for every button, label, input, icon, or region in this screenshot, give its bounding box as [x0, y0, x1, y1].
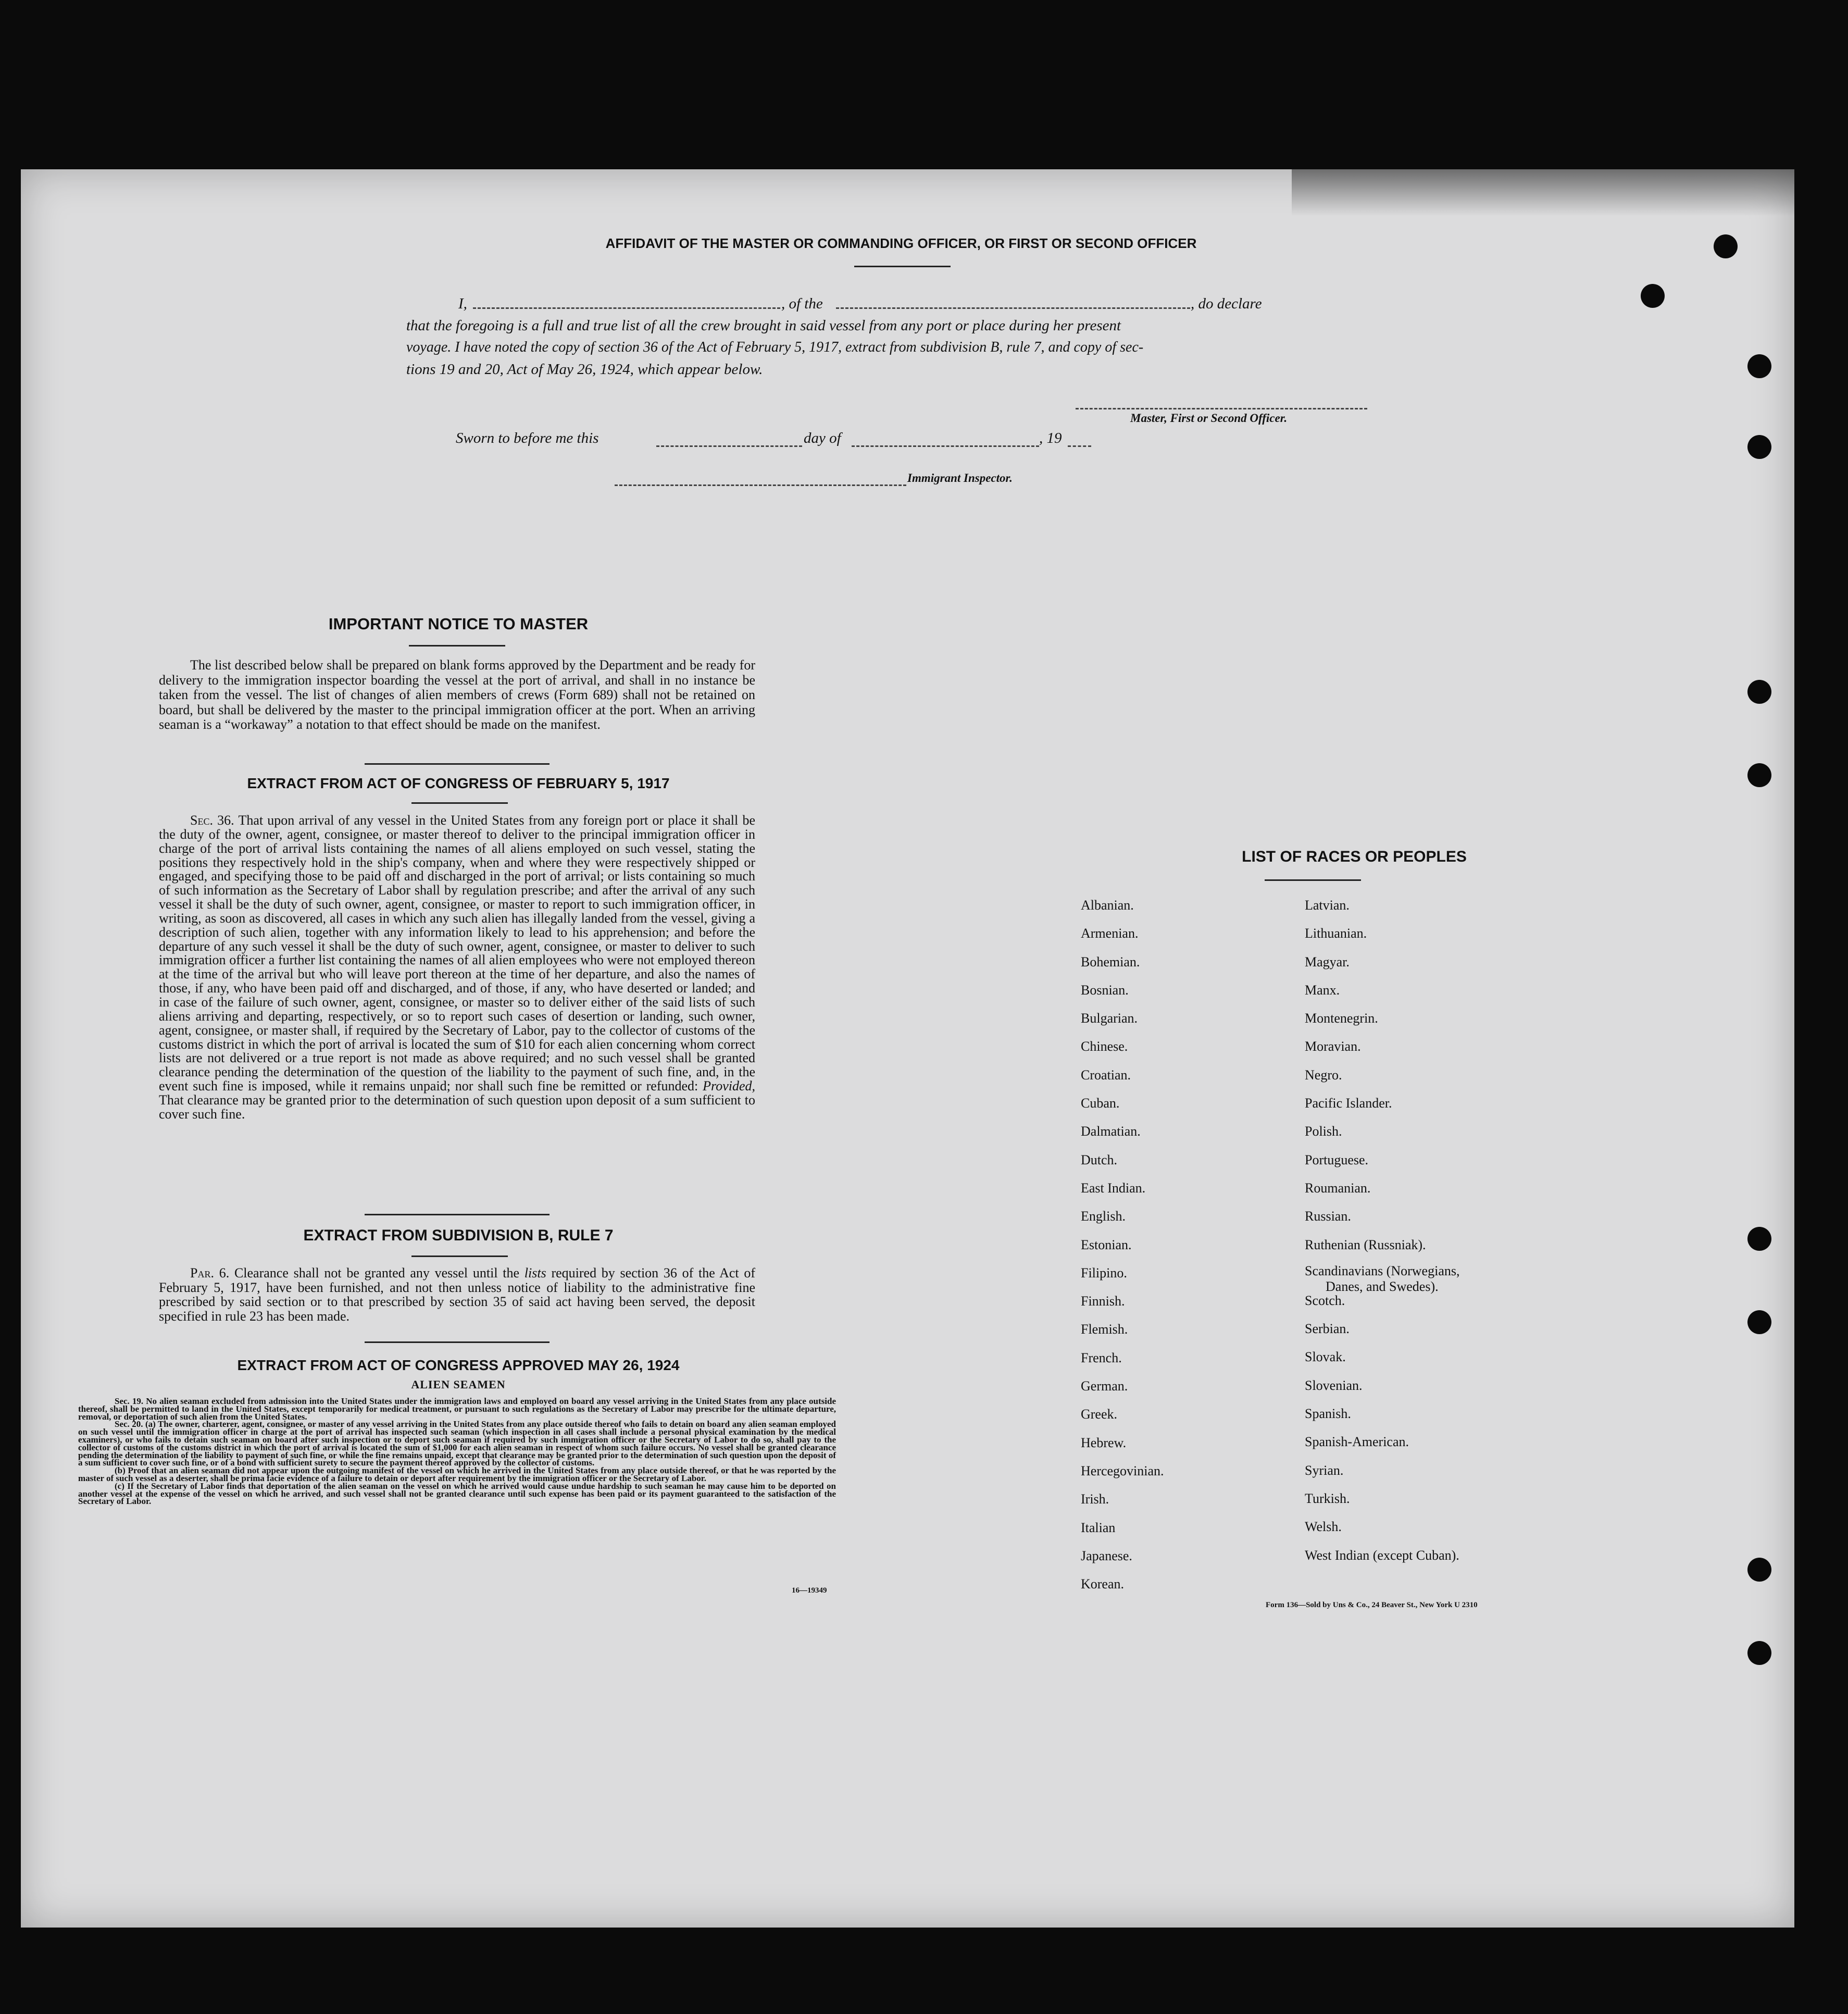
race-item: Albanian.	[1081, 898, 1134, 913]
extract-1917-title: EXTRACT FROM ACT OF CONGRESS OF FEBRUARY 5, 1917	[247, 775, 670, 791]
race-item: Korean.	[1081, 1576, 1125, 1592]
race-item: Irish.	[1081, 1491, 1109, 1507]
rule-7-body	[159, 1266, 755, 1323]
extract-1917-rule	[411, 802, 508, 804]
lists-word: lists	[524, 1265, 546, 1280]
race-item: Croatian.	[1081, 1067, 1131, 1083]
race-item: Portuguese.	[1305, 1152, 1369, 1167]
race-item: Dutch.	[1081, 1152, 1118, 1167]
races-rule	[1265, 879, 1361, 881]
race-item: West Indian (except Cuban).	[1305, 1547, 1459, 1563]
race-item: Manx.	[1305, 982, 1340, 998]
extract-1924-body	[78, 1398, 836, 1506]
race-item: Bosnian.	[1081, 982, 1129, 998]
par-6-text-b: required by section 36 of the Act of February 5, 1917, have been furnished, and not then unless notice of liability to the administrative fine prescribed by said section or to that prescribed by section 35 of said act having been served, the deposit specified in rule 23 has been made.	[159, 1265, 756, 1324]
race-item: Estonian.	[1081, 1237, 1132, 1252]
rule-7-title: EXTRACT FROM SUBDIVISION B, RULE 7	[303, 1227, 614, 1244]
race-item: Chinese.	[1081, 1039, 1128, 1054]
sworn-year-blank[interactable]	[1068, 445, 1091, 447]
race-item: Armenian.	[1081, 926, 1139, 941]
affidavit-line-4: tions 19 and 20, Act of May 26, 1924, which appear below.	[406, 361, 763, 378]
race-item: Turkish.	[1305, 1490, 1350, 1506]
race-item: Spanish.	[1305, 1406, 1351, 1422]
extract-1924-title: EXTRACT FROM ACT OF CONGRESS APPROVED MAY 26, 1924	[237, 1357, 680, 1373]
race-item: Lithuanian.	[1305, 926, 1367, 941]
rule-7-rule	[411, 1255, 508, 1257]
provided-label: Provided,	[703, 1078, 755, 1094]
notice-body: The list described below shall be prepared on blank forms approved by the Department and be ready for delivery to the immigration inspector boarding the vessel at the port of arrival, and shall in no instance be taken from the vessel. The list of changes of alien members of crews (Form 689) shall not be retained on board, but shall be delivered by the master to the principal immigration officer at the port. When an arriving seaman is a “workaway” a notation to that effect should be made on the manifest.	[159, 657, 755, 732]
affidavit-declare: , do declare	[1191, 295, 1262, 312]
race-item: Greek.	[1081, 1407, 1118, 1422]
extract-1917-end-rule	[365, 1214, 550, 1215]
punch-hole	[1641, 284, 1665, 308]
sworn-date-blank[interactable]	[656, 445, 802, 447]
race-item: Cuban.	[1081, 1096, 1120, 1111]
race-item: East Indian.	[1081, 1180, 1146, 1196]
race-item: Japanese.	[1081, 1548, 1132, 1563]
sec-20c-text: (c) If the Secretary of Labor finds that deportation of the alien seaman on the vessel on which he arrived would cause undue hardship to such seaman he may cause him to be deported on another vessel at the expense of the vessel on which he arrived, and such vessel shall not be granted clearance until such expense has been paid or its payment guaranteed to the satisfaction of the Secretary of Labor.	[78, 1481, 836, 1507]
race-item: Polish.	[1305, 1124, 1342, 1139]
sworn-month-blank[interactable]	[852, 445, 1039, 447]
race-item: Dalmatian.	[1081, 1124, 1141, 1139]
race-item: Russian.	[1305, 1209, 1351, 1224]
race-item: Negro.	[1305, 1067, 1342, 1083]
races-right-column	[1305, 891, 1459, 1570]
punch-hole	[1714, 234, 1738, 258]
race-item: Scandinavians (Norwegians,	[1305, 1263, 1460, 1278]
punch-hole	[1747, 1227, 1771, 1251]
race-item: Finnish.	[1081, 1294, 1125, 1309]
notice-title: IMPORTANT NOTICE TO MASTER	[328, 615, 589, 633]
form-credit: Form 136—Sold by Uns & Co., 24 Beaver St., New York U 2310	[1266, 1601, 1478, 1609]
race-item: French.	[1081, 1350, 1122, 1365]
race-item: Flemish.	[1081, 1322, 1128, 1337]
race-item: Scotch.	[1305, 1292, 1345, 1308]
page-edge-shadow	[1292, 169, 1794, 216]
signature-blank[interactable]	[1076, 408, 1367, 409]
punch-hole	[1747, 1310, 1771, 1334]
extract-1917-body	[159, 814, 755, 1122]
form-number: 16—19349	[792, 1586, 827, 1595]
race-item: Latvian.	[1305, 898, 1350, 913]
race-item: Pacific Islander.	[1305, 1096, 1392, 1111]
race-item: Serbian.	[1305, 1321, 1350, 1337]
race-item: Moravian.	[1305, 1039, 1361, 1054]
race-item: Danes, and Swedes).	[1326, 1278, 1439, 1294]
notice-end-rule	[365, 763, 550, 765]
race-item: Syrian.	[1305, 1462, 1344, 1478]
sec-36-label: Sec. 36.	[190, 813, 234, 828]
punch-hole	[1747, 680, 1771, 704]
sworn-line	[456, 430, 1133, 451]
race-item: Spanish-American.	[1305, 1434, 1409, 1450]
sec-19-text: Sec. 19. No alien seaman excluded from admission into the United States under the immigration laws and employed on board any vessel arriving in the United States from any place outside thereof, shall be permitted to land in the United States, except temporarily for medical treatment, or pursuant to such regulations as the Secretary of Labor may prescribe for the ultimate departure, removal, or deportation of such alien from the United States.	[78, 1396, 836, 1422]
affidavit-body	[406, 293, 1399, 380]
title-rule	[854, 266, 951, 267]
affidavit-declaration-line	[406, 293, 1399, 315]
name-blank[interactable]	[473, 307, 780, 309]
race-item: Bulgarian.	[1081, 1011, 1138, 1026]
race-item: Italian	[1081, 1520, 1116, 1535]
race-item: Hercegovinian.	[1081, 1463, 1164, 1478]
race-item: Slovenian.	[1305, 1377, 1363, 1393]
race-item: English.	[1081, 1209, 1126, 1224]
vessel-blank[interactable]	[836, 307, 1190, 309]
race-item: Welsh.	[1305, 1519, 1342, 1535]
notice-rule	[409, 645, 505, 647]
sec-20b-text: (b) Proof that an alien seaman did not appear upon the outgoing manifest of the vessel on which he arrived in the United States from any place outside thereof, or that he was reported by the master of such vessel as a deserter, shall be prima facie evidence of a failure to detain or deport after requirement by the immigration officer or the Secretary of Labor.	[78, 1465, 836, 1483]
par-6-text-a: Clearance shall not be granted any vessel until the	[234, 1265, 520, 1280]
affidavit-of-the: , of the	[781, 295, 823, 312]
punch-hole	[1747, 354, 1771, 378]
affidavit-line-2: that the foregoing is a full and true list of all the crew brought in said vessel from any port or place during her present	[406, 317, 1121, 334]
par-6-label: Par. 6.	[190, 1265, 230, 1280]
race-item: Roumanian.	[1305, 1180, 1371, 1196]
affidavit-i: I,	[458, 295, 467, 312]
race-item: Filipino.	[1081, 1265, 1127, 1280]
sec-36-end: That clearance may be granted prior to the determination of such question upon deposit of a sum sufficient to cover such fine.	[159, 1092, 755, 1122]
sec-36-text: That upon arrival of any vessel in the United States from any foreign port or place it shall be the duty of the owner, agent, consignee, or master thereof to deliver to the principal immigration officer in charge of the port of arrival lists containing the names of all aliens employed on such vessel, stating the positions they respectively hold in the ship's company, when and where they were respectively shipped or engaged, and specifying those to be paid off and discharged in the port of arrival; or lists containing so much of such information as the Secretary of Labor shall by regulation prescribe; and after the arrival of any such vessel it shall be the duty of such owner, agent, consignee, or master to report to such immigration officer, in writing, as soon as discovered, all cases in which any such alien has illegally landed from the vessel, giving a description of such alien, together with any information likely to lead to his apprehension; and before the departure of any such vessel it shall be the duty of such owner, agent, consignee, or master to deliver to such immigration officer a further list containing the names of all alien employees who were not employed thereon at the time of the arrival but who will leave port thereon at the time of her departure, and also the names of those, if any, who have been paid off and discharged, and of those, if any, who have deserted or landed; and in case of the failure of such owner, agent, consignee, or master so to deliver either of the said lists of such aliens arriving and departing, respectively, or so to report such cases of desertion or landing, such owner, agent, consignee, or master shall, if required by the Secretary of Labor, pay to the collector of customs of the customs district in which the port of arrival is located the sum of $10 for each alien concerning whom correct lists are not delivered or a true report is not made as above required; and no such vessel shall be granted clearance pending the determination of the question of the liability to the payment of such fine, and, in the event such fine is imposed, while it remains unpaid; nor shall such fine be remitted or refunded:	[159, 813, 755, 1094]
race-item: Slovak.	[1305, 1349, 1346, 1365]
punch-hole	[1747, 1641, 1771, 1665]
sec-20a-text: Sec. 20. (a) The owner, charterer, agent, consignee, or master of any vessel arriving in the United States from any place outside thereof who fails to detain on board any alien seaman employed on such vessel until the immigration officer in charge at the port of arrival has inspected such seaman (which inspection in all cases shall include a personal physical examination by the medical examiners), or who fails to detain such seaman on board after such inspection or to deport such seaman if required by such immigration officer or the Secretary of Labor to do so, shall pay to the collector of customs of the customs district in which the port of arrival is located the sum of $1,000 for each alien seaman in respect of whom such failure occurs. No vessel shall be granted clearance pending the determination of the liability to payment of such fine, or while the fine remains unpaid, except that clearance may be granted prior to the determination of such question upon the deposit of a sum sufficient to cover such fine, or of a bond with sufficient surety to secure the payment thereof approved by the collector of customs.	[78, 1419, 836, 1468]
punch-hole	[1747, 1558, 1771, 1582]
race-item: Ruthenian (Russniak).	[1305, 1237, 1426, 1252]
sworn-day: day of	[804, 430, 841, 446]
race-item: Magyar.	[1305, 954, 1350, 969]
race-item: Hebrew.	[1081, 1435, 1127, 1450]
affidavit-title: AFFIDAVIT OF THE MASTER OR COMMANDING OFFICER, OR FIRST OR SECOND OFFICER	[605, 235, 1197, 251]
inspector-label: Immigrant Inspector.	[907, 471, 1013, 484]
punch-hole	[1747, 435, 1771, 459]
alien-seamen-subtitle: ALIEN SEAMEN	[411, 1378, 506, 1391]
signature-label: Master, First or Second Officer.	[1130, 412, 1288, 425]
races-title: LIST OF RACES OR PEOPLES	[1242, 848, 1467, 865]
affidavit-line-3: voyage. I have noted the copy of section 36 of the Act of February 5, 1917, extract from subdivision B, rule 7, and copy of sec-	[406, 339, 1144, 355]
punch-hole	[1747, 763, 1771, 787]
race-item: German.	[1081, 1378, 1128, 1394]
rule-7-end-rule	[365, 1341, 550, 1343]
race-item: Montenegrin.	[1305, 1011, 1378, 1026]
races-left-column	[1081, 891, 1164, 1598]
sworn-prefix: Sworn to before me this	[456, 430, 599, 446]
sworn-year: , 19	[1039, 430, 1062, 446]
race-item: Bohemian.	[1081, 954, 1140, 969]
inspector-blank[interactable]	[615, 484, 906, 486]
